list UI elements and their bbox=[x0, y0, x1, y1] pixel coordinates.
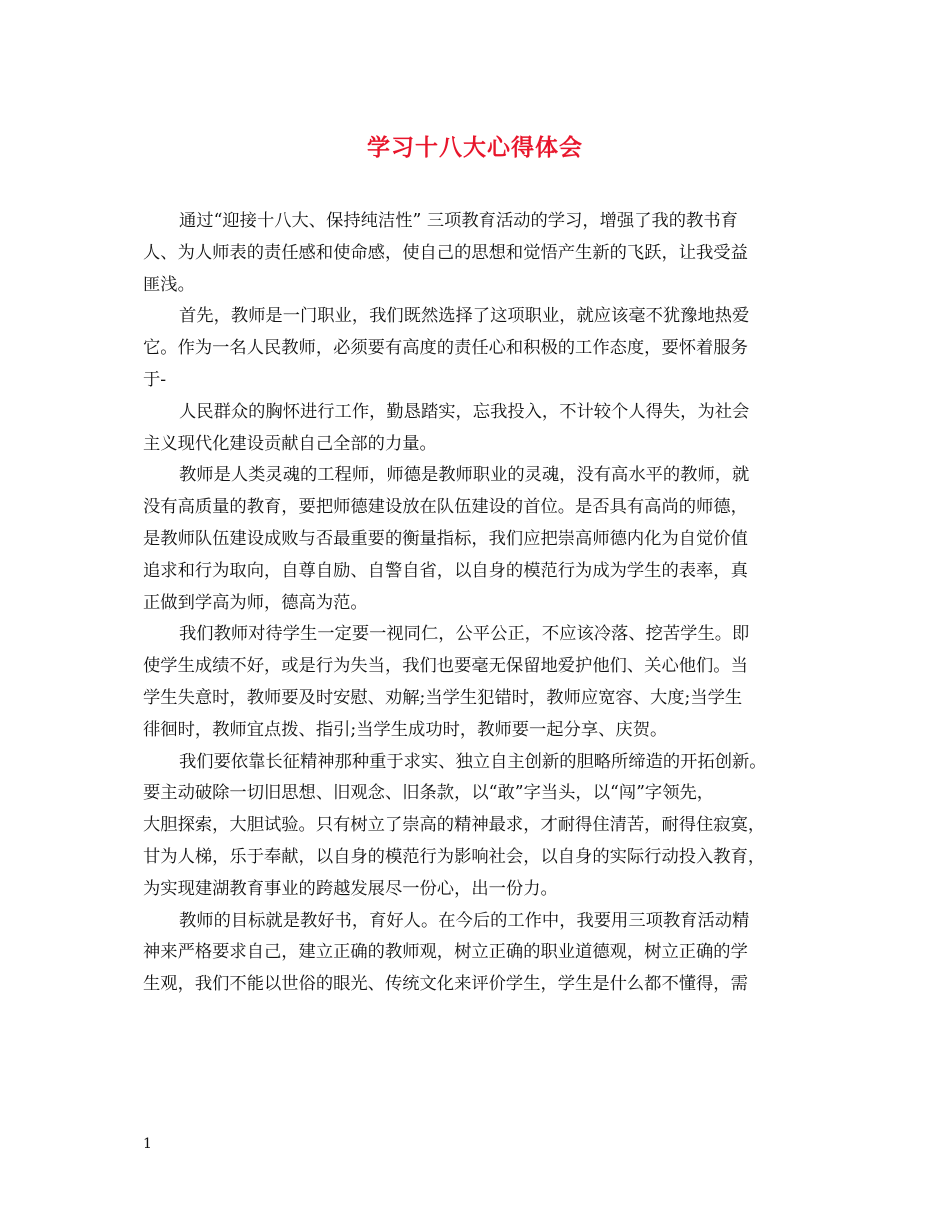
text-line: 人民群众的胸怀进行工作，勤恳踏实，忘我投入，不计较个人得失，为社会 bbox=[179, 401, 750, 422]
text-line: 使学生成绩不好，或是行为失当，我们也要毫无保留地爱护他们、关心他们。当 bbox=[143, 656, 748, 677]
text-line: 教师是人类灵魂的工程师，师德是教师职业的灵魂，没有高水平的教师，就 bbox=[179, 465, 750, 486]
text-line: 生观，我们不能以世俗的眼光、传统文化来评价学生，学生是什么都不懂得，需 bbox=[143, 974, 748, 995]
text-line: 是教师队伍建设成败与否最重要的衡量指标，我们应把崇高师德内化为自觉价值 bbox=[143, 528, 748, 549]
text-line: 匪浅。 bbox=[143, 274, 195, 295]
text-line: 没有高质量的教育，要把师德建设放在队伍建设的首位。是否具有高尚的师德， bbox=[143, 497, 748, 518]
text-line: 追求和行为取向，自尊自励、自警自省，以自身的模范行为成为学生的表率，真 bbox=[143, 560, 748, 581]
text-line: 正做到学高为师，德高为范。 bbox=[143, 592, 368, 613]
text-line: 神来严格要求自己，建立正确的教师观，树立正确的职业道德观，树立正确的学 bbox=[143, 942, 748, 963]
text-line: 教师的目标就是教好书，育好人。在今后的工作中，我要用三项教育活动精 bbox=[179, 910, 750, 931]
page-number: 1 bbox=[143, 1136, 152, 1152]
text-line: 通过“迎接十八大、保持纯洁性” 三项教育活动的学习，增强了我的教书育 bbox=[179, 211, 738, 231]
text-line: 我们要依靠长征精神那种重于求实、独立自主创新的胆略所缔造的开拓创新。 bbox=[179, 751, 767, 772]
text-line: 甘为人梯，乐于奉献，以自身的模范行为影响社会，以自身的实际行动投入教育， bbox=[143, 846, 766, 867]
text-line: 人、为人师表的责任感和使命感，使自己的思想和觉悟产生新的飞跃，让我受益 bbox=[143, 242, 748, 263]
document-body bbox=[143, 206, 815, 1001]
text-line: 它。作为一名人民教师，必须要有高度的责任心和积极的工作态度，要怀着服务 bbox=[143, 338, 748, 359]
text-line: 于- bbox=[143, 369, 167, 390]
text-line: 徘徊时，教师宜点拨、指引;当学生成功时，教师要一起分享、庆贺。 bbox=[143, 719, 668, 740]
text-line: 为实现建湖教育事业的跨越发展尽一份心，出一份力。 bbox=[143, 878, 558, 899]
text-line: 首先，教师是一门职业，我们既然选择了这项职业，就应该毫不犹豫地热爱 bbox=[179, 306, 750, 327]
text-line: 主义现代化建设贡献自己全部的力量。 bbox=[143, 433, 437, 454]
text-line: 我们教师对待学生一定要一视同仁，公平公正，不应该冷落、挖苦学生。即 bbox=[179, 624, 750, 645]
document-title: 学习十八大心得体会 bbox=[367, 134, 583, 161]
text-line: 大胆探索，大胆试验。只有树立了崇高的精神最求，才耐得住清苦，耐得住寂寞， bbox=[143, 815, 766, 836]
text-line: 学生失意时，教师要及时安慰、劝解;当学生犯错时，教师应宽容、大度;当学生 bbox=[143, 687, 743, 708]
text-line: 要主动破除一切旧思想、旧观念、旧条款，以“敢”字当头，以“闯”字领先， bbox=[143, 783, 715, 804]
